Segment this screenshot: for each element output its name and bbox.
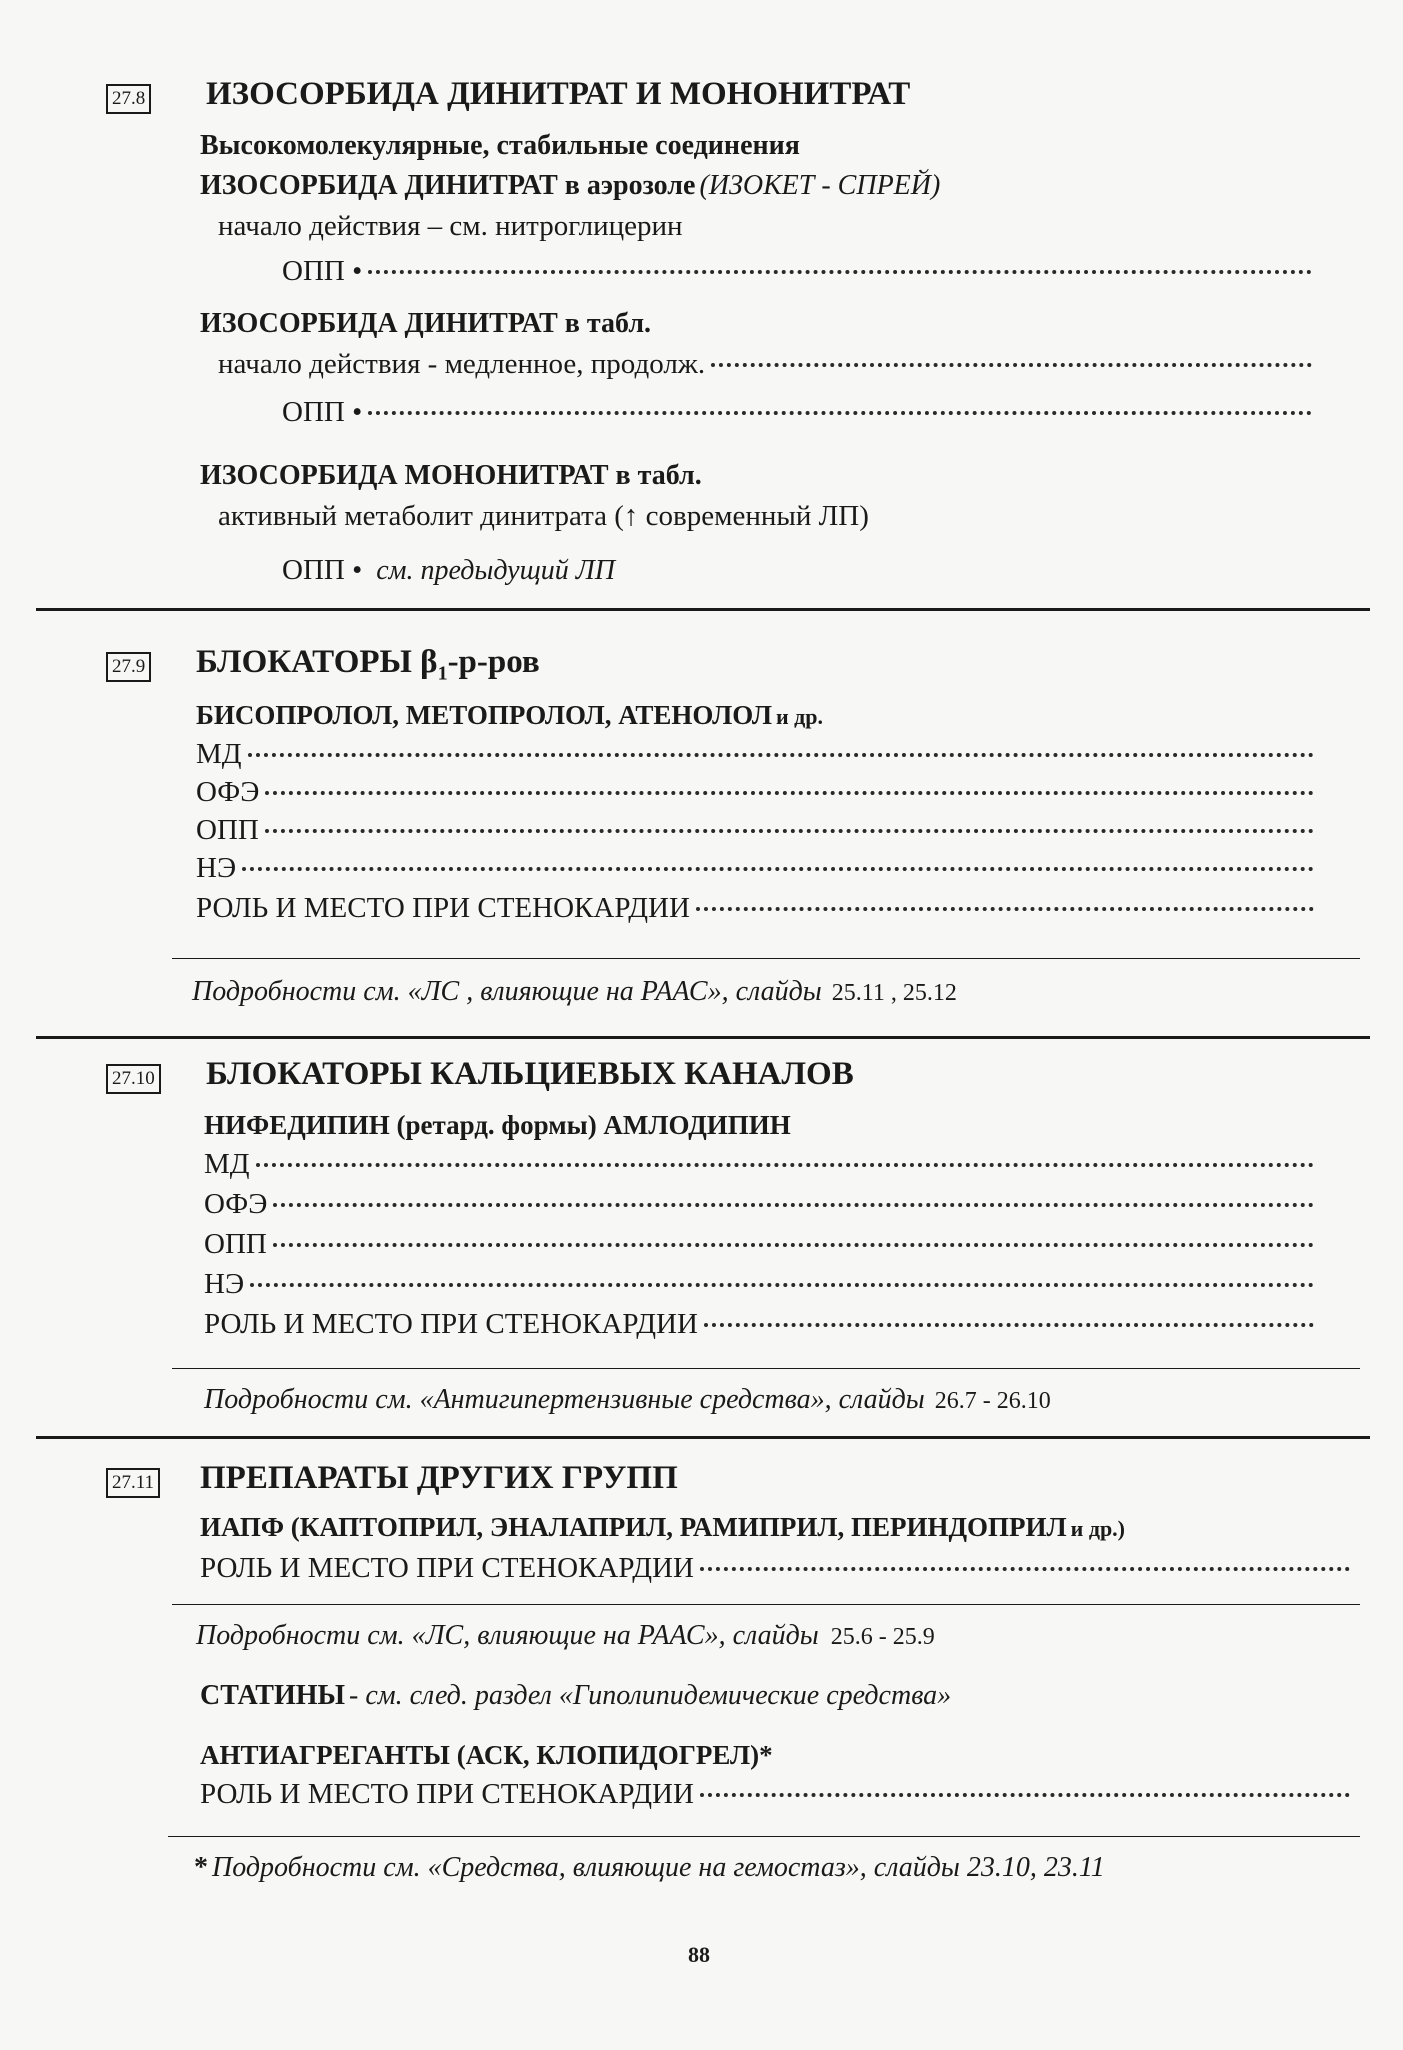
thin-divider <box>172 958 1360 959</box>
reference-27-10: Подробности см. «Антигипертензивные средства», слайды 26.7 - 26.10 <box>204 1384 1051 1415</box>
row-role: РОЛЬ И МЕСТО ПРИ СТЕНОКАРДИИ <box>196 892 1314 925</box>
footnote: * Подробности см. «Средства, влияющие на гемостаз», слайды 23.10, 23.11 <box>194 1852 1105 1883</box>
opp-line-1: ОПП • <box>282 255 1312 288</box>
subtitle: Высокомолекулярные, стабильные соединения <box>200 130 800 161</box>
row-role: РОЛЬ И МЕСТО ПРИ СТЕНОКАРДИИ <box>204 1308 1314 1341</box>
row-ofe: ОФЭ <box>196 776 1314 809</box>
onset-line-2: начало действия - медленное, продолж. <box>218 348 1312 381</box>
beta-blocker-drugs: БИСОПРОЛОЛ, МЕТОПРОЛОЛ, АТЕНОЛОЛ и др. <box>196 700 824 730</box>
reference-27-9: Подробности см. «ЛС , влияющие на РААС», слайды 25.11 , 25.12 <box>192 976 957 1007</box>
opp-line-2: ОПП • <box>282 396 1312 429</box>
section-title-27-9: БЛОКАТОРЫ $\beta_1-р$-ров <box>196 644 540 685</box>
row-ne: НЭ <box>196 852 1314 885</box>
section-title-27-11: ПРЕПАРАТЫ ДРУГИХ ГРУПП <box>200 1460 678 1496</box>
thin-divider <box>172 1368 1360 1369</box>
section-title-27-8: ИЗОСОРБИДА ДИНИТРАТ И МОНОНИТРАТ <box>206 76 911 112</box>
antiaggregants-heading: АНТИАГРЕГАНТЫ (АСК, КЛОПИДОГРЕЛ)* <box>200 1740 773 1770</box>
drug-isosorbide-mononitrate: ИЗОСОРБИДА МОНОНИТРАТ в табл. <box>200 460 702 491</box>
row-role-antiag: РОЛЬ И МЕСТО ПРИ СТЕНОКАРДИИ <box>200 1778 1350 1811</box>
page-number: 88 <box>688 1942 710 1967</box>
reference-acei: Подробности см. «ЛС, влияющие на РААС», слайды 25.6 - 25.9 <box>196 1620 935 1651</box>
row-md: МД <box>196 738 1314 771</box>
row-ofe: ОФЭ <box>204 1188 1314 1221</box>
section-divider <box>36 1036 1370 1039</box>
opp-line-3: ОПП • см. предыдущий ЛП <box>282 554 615 586</box>
row-role-acei: РОЛЬ И МЕСТО ПРИ СТЕНОКАРДИИ <box>200 1552 1350 1585</box>
metabolite-note: активный метаболит динитрата (↑ современный ЛП) <box>218 500 869 532</box>
row-opp: ОПП <box>196 814 1314 847</box>
thin-divider <box>168 1836 1360 1837</box>
section-title-27-10: БЛОКАТОРЫ КАЛЬЦИЕВЫХ КАНАЛОВ <box>206 1056 854 1092</box>
section-number-27-11: 27.11 <box>106 1468 160 1498</box>
statins-line: СТАТИНЫ - см. след. раздел «Гиполипидемические средства» <box>200 1680 952 1711</box>
calcium-blocker-drugs: НИФЕДИПИН (ретард. формы) АМЛОДИПИН <box>204 1110 791 1140</box>
onset-text: начало действия – см. нитроглицерин <box>218 210 683 242</box>
section-number-27-9: 27.9 <box>106 652 151 682</box>
drug-isosorbide-dinitrate-tablets: ИЗОСОРБИДА ДИНИТРАТ в табл. <box>200 308 652 339</box>
thin-divider <box>172 1604 1360 1605</box>
drug-isosorbide-dinitrate-aerosol: ИЗОСОРБИДА ДИНИТРАТ в аэрозоле (ИЗОКЕТ - СПРЕЙ) <box>200 170 941 201</box>
section-number-27-10: 27.10 <box>106 1064 161 1094</box>
section-divider <box>36 608 1370 611</box>
section-divider <box>36 1436 1370 1439</box>
row-md: МД <box>204 1148 1314 1181</box>
row-ne: НЭ <box>204 1268 1314 1301</box>
ace-inhibitor-drugs: ИАПФ (КАПТОПРИЛ, ЭНАЛАПРИЛ, РАМИПРИЛ, ПЕРИНДОПРИЛ и др.) <box>200 1512 1126 1542</box>
row-opp: ОПП <box>204 1228 1314 1261</box>
section-number-27-8: 27.8 <box>106 84 151 114</box>
